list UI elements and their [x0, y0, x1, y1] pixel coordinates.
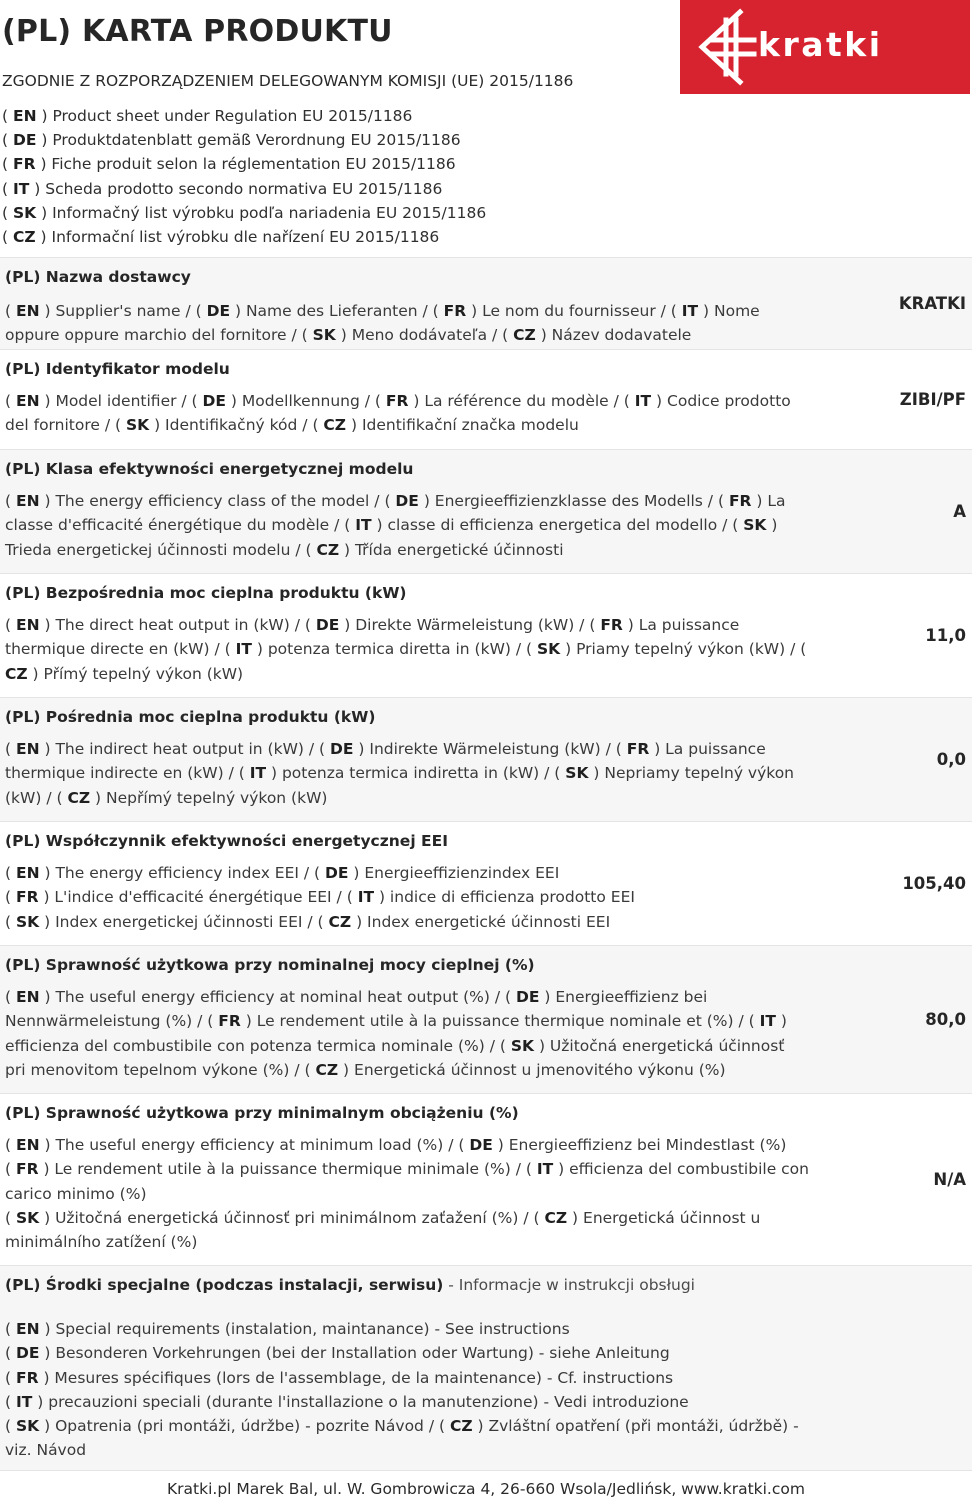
language-code: CZ	[323, 416, 347, 435]
row-heading-text: (PL) Nazwa dostawcy	[5, 268, 191, 286]
language-code: EN	[15, 740, 40, 758]
language-title-cz	[2, 225, 486, 249]
translation-line	[5, 1133, 787, 1157]
row-value: KRATKI	[898, 294, 966, 313]
language-code: CZ	[544, 1208, 568, 1227]
translation-text: ) L'indice d'efficacité énergétique EEI / (	[38, 888, 358, 907]
language-title-de	[2, 128, 486, 152]
regulation-subtitle: ZGODNIE Z ROZPORZĄDZENIEM DELEGOWANYM KOMISJI (UE) 2015/1186	[2, 72, 574, 90]
translation-line	[5, 389, 791, 413]
translation-text: ) Energetická účinnost u jmenovitého výkonu (%)	[338, 1060, 726, 1079]
language-code: CZ	[316, 540, 340, 559]
row-translations	[5, 737, 795, 810]
translation-text: ) Besonderen Vorkehrungen (bei der Installation oder Wartung) - siehe Anleitung	[39, 1344, 670, 1363]
translation-text: ) Name des Lieferanten / (	[230, 302, 444, 320]
translation-text: (	[5, 1320, 16, 1338]
row-translations	[5, 985, 787, 1082]
translation-text: (	[5, 392, 16, 410]
translation-text: (	[5, 1392, 16, 1411]
translation-text: ) La puissance	[622, 616, 740, 634]
translation-text: ) Model identifier / (	[39, 392, 203, 410]
translation-text: ) Priamy tepelný výkon (kW) / (	[560, 640, 807, 659]
row-value: N/A	[933, 1170, 966, 1189]
logo-mark-icon	[680, 0, 760, 94]
translation-text: del fornitore / (	[5, 416, 126, 435]
row-translations	[5, 389, 791, 438]
row-heading-pl	[5, 832, 448, 850]
translation-text: classe d'efficacité énergétique du modèle / (	[5, 516, 356, 535]
translation-text: ) La puissance	[649, 740, 766, 758]
row-heading-pl	[5, 1104, 519, 1122]
row-heading-pl	[5, 1276, 695, 1294]
translation-text: ) Třída energetické účinnosti	[339, 540, 564, 559]
language-code: DE	[315, 616, 340, 634]
translation-text: ) Energieeffizienz bei Mindestlast (%)	[492, 1136, 787, 1154]
row-translations	[5, 1317, 799, 1463]
translation-text: pri menovitom tepelnom výkone (%) / (	[5, 1060, 316, 1079]
translation-text: carico minimo (%)	[5, 1184, 147, 1203]
translation-text: oppure oppure marchio del fornitore / (	[5, 326, 313, 345]
bracket-open: (	[2, 179, 13, 198]
bracket-open: (	[2, 203, 13, 222]
table-row	[0, 349, 972, 449]
translation-text: ) The direct heat output in (kW) / (	[39, 616, 316, 634]
translation-text: ) Přímý tepelný výkon (kW)	[27, 664, 244, 683]
translation-text: ) classe di efficienza energetica del modello / (	[371, 516, 744, 535]
row-translations	[5, 861, 775, 934]
language-code: CZ	[513, 326, 536, 345]
language-code: DE	[325, 864, 349, 882]
translation-text: ) Supplier's name / (	[39, 302, 207, 320]
language-code: SK	[743, 516, 767, 535]
row-heading-pl	[5, 360, 230, 378]
language-title-text: ) Product sheet under Regulation EU 2015/1186	[36, 107, 413, 125]
footer-address: Kratki.pl Marek Bal, ul. W. Gombrowicza 4, 26-660 Wsola/Jedlińsk, www.kratki.com	[167, 1480, 805, 1498]
language-title-sk	[2, 201, 486, 225]
language-title-fr	[2, 152, 486, 176]
product-parameters-table	[0, 257, 972, 1470]
translation-line	[5, 985, 775, 1009]
language-code: CZ	[315, 1060, 339, 1079]
row-heading-text: (PL) Sprawność użytkowa przy minimalnym obciążeniu (%)	[5, 1104, 519, 1122]
language-code: IT	[681, 302, 699, 320]
row-heading-text: (PL) Współczynnik efektywności energetycznej EEI	[5, 832, 448, 850]
row-heading-pl	[5, 460, 413, 478]
language-code: SK	[125, 416, 150, 435]
row-value: 0,0	[936, 750, 966, 769]
language-code: EN	[15, 616, 40, 634]
language-code: IT	[15, 1392, 33, 1411]
translation-text: ) Energieeffizienz bei	[539, 988, 708, 1006]
translation-text: ) Zvláštní opatření (při montáži, údržbě) -	[472, 1417, 799, 1436]
language-code: EN	[15, 988, 40, 1006]
table-row	[0, 697, 972, 821]
language-code: IT	[12, 179, 30, 198]
translation-line	[5, 1366, 775, 1390]
translation-line	[5, 513, 778, 537]
translation-text: ) Mesures spécifiques (lors de l'assemblage, de la maintenance) - Cf. instructions	[38, 1368, 674, 1387]
translation-text: viz. Návod	[5, 1441, 87, 1460]
language-code: EN	[12, 107, 37, 125]
row-heading-pl	[5, 268, 191, 286]
translation-line	[5, 613, 775, 637]
translation-text: ) Le nom du fournisseur / (	[466, 302, 682, 320]
language-code: SK	[510, 1036, 535, 1055]
translation-text: )	[775, 1012, 787, 1031]
language-code: EN	[15, 392, 40, 410]
translation-text: ) La référence du modèle / (	[408, 392, 635, 410]
translation-text: ) Užitočná energetická účinnosť	[534, 1036, 785, 1055]
translation-text: ) indice di efficienza prodotto EEI	[374, 888, 635, 907]
language-code: IT	[357, 888, 375, 907]
row-value: 80,0	[925, 1010, 966, 1029]
language-code: FR	[385, 392, 409, 410]
row-heading-text: (PL) Bezpośrednia moc cieplna produktu (kW)	[5, 584, 407, 602]
language-code: DE	[395, 492, 419, 510]
translation-text: ) precauzioni speciali (durante l'installazione o la manutenzione) - Vedi introduzione	[32, 1392, 689, 1411]
translation-line	[5, 637, 807, 661]
translation-line	[5, 1034, 785, 1058]
language-code: DE	[330, 740, 354, 758]
language-code: CZ	[328, 912, 352, 931]
language-code: CZ	[5, 664, 28, 683]
translation-line	[5, 1230, 775, 1254]
translation-text: ) Nepřímý tepelný výkon (kW)	[90, 788, 328, 807]
translation-text: (	[5, 1344, 16, 1363]
translation-text: ) Index energetickej účinnosti EEI / (	[39, 912, 329, 931]
translation-text: (	[5, 1136, 16, 1154]
translation-text: ) Identifikačný kód / (	[149, 416, 324, 435]
translation-line	[5, 1390, 775, 1414]
translation-text: ) Nepriamy tepelný výkon	[588, 764, 795, 783]
translation-text: ) Energieeffizienzindex EEI	[348, 864, 560, 882]
bracket-open: (	[2, 107, 13, 125]
translation-text: (	[5, 740, 16, 758]
translation-text: ) Index energetické účinnosti EEI	[351, 912, 611, 931]
translation-line	[5, 1414, 799, 1438]
translation-text: (	[5, 864, 16, 882]
translation-text: ) The energy efficiency class of the model / (	[39, 492, 396, 510]
translation-line	[5, 1341, 775, 1365]
language-code: DE	[15, 1344, 40, 1363]
table-row	[0, 573, 972, 697]
language-title-text: ) Fiche produit selon la réglementation EU 2015/1186	[35, 155, 456, 174]
row-value: 11,0	[925, 626, 966, 645]
translation-text: (	[5, 912, 16, 931]
language-title-text: ) Informační list výrobku dle nařízení EU 2015/1186	[35, 228, 440, 247]
translation-text: ) La	[751, 492, 786, 510]
translation-text: ) Le rendement utile à la puissance thermique minimale (%) / (	[38, 1160, 537, 1179]
translation-text: ) efficienza del combustibile con	[553, 1160, 809, 1179]
row-value: A	[953, 502, 966, 521]
row-translations	[5, 489, 786, 562]
translation-line	[5, 1058, 775, 1082]
language-title-it	[2, 177, 486, 201]
row-value: 105,40	[902, 874, 966, 893]
translation-text: ) The energy efficiency index EEI / (	[39, 864, 326, 882]
translation-text: ) Identifikační značka modelu	[346, 416, 579, 435]
language-code: SK	[537, 640, 561, 659]
language-code: IT	[536, 1160, 554, 1179]
translation-text: ) Indirekte Wärmeleistung (kW) / (	[353, 740, 627, 758]
language-code: FR	[15, 888, 39, 907]
language-code: EN	[15, 302, 40, 320]
translation-text: (	[5, 1160, 16, 1179]
translation-line	[5, 737, 775, 761]
translation-text: ) Meno dodávateľa / (	[335, 326, 514, 345]
translation-text: (	[5, 988, 16, 1006]
translation-line	[5, 1317, 775, 1341]
translation-text: (	[5, 1208, 16, 1227]
translation-text: (	[5, 1368, 16, 1387]
language-code: FR	[443, 302, 467, 320]
language-code: IT	[249, 764, 267, 783]
table-row	[0, 1265, 972, 1470]
table-row	[0, 1093, 972, 1265]
row-heading-pl	[5, 956, 535, 974]
translation-line	[5, 1206, 775, 1230]
language-code: SK	[15, 1208, 40, 1227]
language-code: SK	[312, 326, 336, 345]
translation-line	[5, 1182, 775, 1206]
translation-line	[5, 299, 775, 323]
translation-line	[5, 861, 775, 885]
language-code: EN	[15, 864, 40, 882]
row-heading-text: (PL) Pośrednia moc cieplna produktu (kW)	[5, 708, 376, 726]
language-title-text: ) Informačný list výrobku podľa nariadenia EU 2015/1186	[36, 203, 487, 222]
translation-text: Trieda energetickej účinnosti modelu / (	[5, 540, 317, 559]
translation-text: ) The useful energy efficiency at nominal heat output (%) / (	[39, 988, 516, 1006]
language-code: SK	[15, 1417, 40, 1436]
translation-text: )	[766, 516, 778, 535]
language-code: IT	[235, 640, 252, 659]
translation-text: ) Název dodavatele	[535, 326, 692, 345]
translation-text: ) Le rendement utile à la puissance thermique nominale et (%) / (	[240, 1012, 760, 1031]
translation-text: ) Energetická účinnost u	[567, 1208, 761, 1227]
translation-text: efficienza del combustibile con potenza termica nominale (%) / (	[5, 1036, 511, 1055]
row-heading-text: (PL) Klasa efektywności energetycznej modelu	[5, 460, 414, 478]
page-title: (PL) KARTA PRODUKTU	[2, 14, 393, 49]
translation-text: ) potenza termica diretta in (kW) / (	[251, 640, 538, 659]
language-code: FR	[600, 616, 623, 634]
translation-text: ) The indirect heat output in (kW) / (	[39, 740, 330, 758]
language-code: EN	[15, 492, 40, 510]
translation-text: (	[5, 302, 16, 320]
language-code: FR	[15, 1160, 39, 1179]
language-code: FR	[626, 740, 650, 758]
translation-text: ) potenza termica indiretta in (kW) / (	[266, 764, 566, 783]
language-code: CZ	[12, 228, 36, 247]
row-heading-text: (PL) Środki specjalne (podczas instalacji, serwisu)	[5, 1276, 444, 1294]
translation-text: ) Special requirements (instalation, maintanance) - See instructions	[39, 1320, 570, 1338]
language-code: EN	[15, 1136, 40, 1154]
table-row	[0, 449, 972, 573]
translation-text: ) Codice prodotto	[651, 392, 791, 410]
language-code: DE	[206, 302, 231, 320]
translation-text: Nennwärmeleistung (%) / (	[5, 1012, 219, 1031]
row-translations	[5, 1133, 809, 1254]
language-code: CZ	[67, 788, 91, 807]
row-heading-text: (PL) Identyfikator modelu	[5, 360, 230, 378]
translation-text: ) Energieeffizienzklasse des Modells / (	[418, 492, 729, 510]
translation-text: (	[5, 1417, 16, 1436]
translation-line	[5, 662, 775, 686]
translation-text: (	[5, 888, 16, 907]
translation-text: ) The useful energy efficiency at minimum load (%) / (	[39, 1136, 470, 1154]
translation-line	[5, 786, 775, 810]
language-titles	[2, 104, 486, 249]
row-value: ZIBI/PF	[899, 390, 966, 409]
table-row	[0, 257, 972, 349]
language-code: DE	[469, 1136, 493, 1154]
translation-text: ) Opatrenia (pri montáži, údržbe) - pozrite Návod / (	[39, 1417, 450, 1436]
translation-text: (	[5, 616, 16, 634]
table-row	[0, 945, 972, 1093]
translation-line	[5, 761, 795, 785]
translation-text: ) Nome	[698, 302, 760, 320]
translation-line	[5, 1157, 809, 1181]
language-code: IT	[634, 392, 652, 410]
language-code: FR	[218, 1012, 241, 1031]
row-heading-pl	[5, 584, 407, 602]
language-code: FR	[12, 155, 36, 174]
language-code: SK	[12, 203, 37, 222]
language-code: FR	[15, 1368, 39, 1387]
translation-text: ) Užitočná energetická účinnosť pri minimálnom zaťažení (%) / (	[39, 1208, 545, 1227]
language-code: DE	[12, 131, 37, 150]
row-translations	[5, 299, 775, 348]
translation-text: (	[5, 492, 16, 510]
bracket-open: (	[2, 155, 13, 174]
language-code: CZ	[449, 1417, 473, 1436]
translation-line	[5, 910, 775, 934]
language-code: IT	[355, 516, 372, 535]
translation-line	[5, 413, 775, 437]
row-heading-pl	[5, 708, 375, 726]
translation-line	[5, 1438, 775, 1462]
translation-text: minimálního zatížení (%)	[5, 1233, 198, 1252]
language-code: SK	[565, 764, 589, 783]
translation-text: thermique directe en (kW) / (	[5, 640, 236, 659]
footer	[0, 1470, 972, 1501]
bracket-open: (	[2, 131, 13, 150]
row-heading-note: - Informacje w instrukcji obsługi	[443, 1276, 695, 1294]
translation-line	[5, 885, 775, 909]
bracket-open: (	[2, 228, 13, 247]
translation-line	[5, 538, 775, 562]
language-title-en	[2, 104, 486, 128]
language-code: DE	[515, 988, 540, 1006]
translation-text: (kW) / (	[5, 788, 68, 807]
language-code: FR	[728, 492, 752, 510]
translation-text: ) Direkte Wärmeleistung (kW) / (	[339, 616, 601, 634]
translation-line	[5, 489, 786, 513]
table-row	[0, 821, 972, 945]
row-translations	[5, 613, 807, 686]
translation-text: ) Modellkennung / (	[226, 392, 386, 410]
translation-text: thermique indirecte en (kW) / (	[5, 764, 250, 783]
language-code: SK	[15, 912, 40, 931]
language-code: DE	[202, 392, 226, 410]
translation-line	[5, 1009, 787, 1033]
language-code: EN	[15, 1320, 40, 1338]
language-code: IT	[759, 1012, 776, 1031]
row-heading-text: (PL) Sprawność użytkowa przy nominalnej mocy cieplnej (%)	[5, 956, 535, 974]
logo-wordmark: kratki	[758, 25, 883, 64]
language-title-text: ) Scheda prodotto secondo normativa EU 2015/1186	[29, 179, 443, 198]
translation-line	[5, 323, 775, 347]
language-title-text: ) Produktdatenblatt gemäß Verordnung EU 2015/1186	[36, 131, 461, 150]
